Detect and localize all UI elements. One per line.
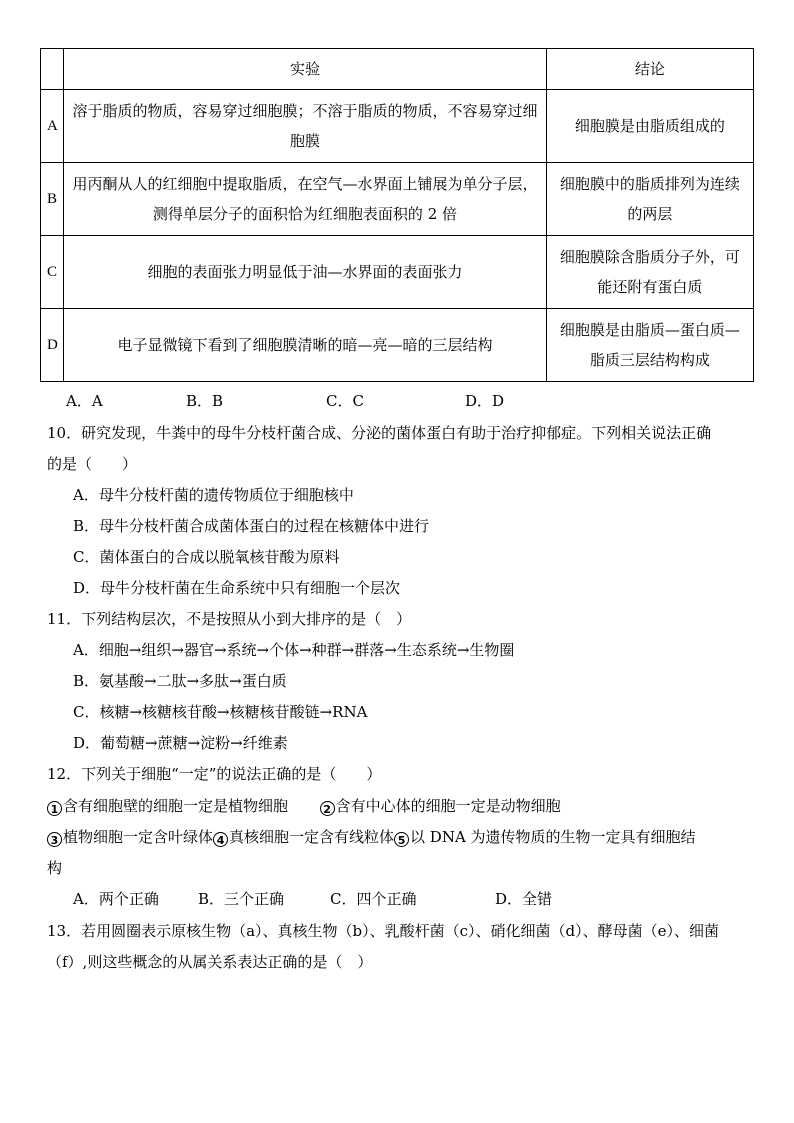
q11-option-d[interactable]: D．葡萄糖→蔗糖→淀粉→纤维素 <box>73 734 288 752</box>
circled-number-3: 3 <box>47 832 62 847</box>
q12-option-d[interactable]: D．全错 <box>495 890 553 908</box>
row-label: B <box>41 163 64 236</box>
q12-statement-5: 以 DNA 为遗传物质的生物一定具有细胞结 <box>410 828 696 846</box>
row-conclusion: 细胞膜除含脂质分子外，可能还附有蛋白质 <box>546 236 753 309</box>
table-corner-cell <box>41 49 64 90</box>
table-row <box>41 90 754 163</box>
experiment-table <box>40 48 754 382</box>
row-experiment: 电子显微镜下看到了细胞膜清晰的暗—亮—暗的三层结构 <box>64 309 547 382</box>
q12-statement-3: 植物细胞一定含叶绿体 <box>63 828 214 846</box>
q12-statement-2: 含有中心体的细胞一定是动物细胞 <box>335 797 561 815</box>
q10-option-b[interactable]: B．母牛分枝杆菌合成菌体蛋白的过程在核糖体中进行 <box>73 517 430 535</box>
table-row <box>41 309 754 382</box>
q10-stem-line1: 10．研究发现，牛粪中的母牛分枝杆菌合成、分泌的菌体蛋白有助于治疗抑郁症。下列相关说法正确 <box>47 424 712 442</box>
row-conclusion: 细胞膜是由脂质组成的 <box>546 90 753 163</box>
q9-option-a[interactable]: A．A <box>66 392 103 410</box>
q10-option-a[interactable]: A．母牛分枝杆菌的遗传物质位于细胞核中 <box>73 486 354 504</box>
q12-statement-1: 含有细胞壁的细胞一定是植物细胞 <box>63 797 289 815</box>
table-row <box>41 236 754 309</box>
q11-stem: 11．下列结构层次，不是按照从小到大排序的是（ ） <box>47 610 412 628</box>
q10-option-d[interactable]: D．母牛分枝杆菌在生命系统中只有细胞一个层次 <box>73 579 401 597</box>
q13-stem-line1: 13．若用圆圈表示原核生物（a）、真核生物（b）、乳酸杆菌（c）、硝化细菌（d）、酵母菌（e）、细菌 <box>47 922 720 940</box>
row-label: D <box>41 309 64 382</box>
header-experiment: 实验 <box>64 49 547 90</box>
q9-option-b[interactable]: B．B <box>186 392 224 410</box>
row-label: A <box>41 90 64 163</box>
q10-stem-line2: 的是（ ） <box>47 455 138 473</box>
table-row <box>41 163 754 236</box>
q12-statements-line2 <box>47 827 794 847</box>
q12-option-a[interactable]: A．两个正确 <box>73 890 159 908</box>
row-experiment: 溶于脂质的物质，容易穿过细胞膜；不溶于脂质的物质，不容易穿过细胞膜 <box>64 90 547 163</box>
row-conclusion: 细胞膜中的脂质排列为连续的两层 <box>546 163 753 236</box>
table-header-row <box>41 49 754 90</box>
row-label: C <box>41 236 64 309</box>
header-conclusion: 结论 <box>546 49 753 90</box>
q12-stem: 12．下列关于细胞“一定”的说法正确的是（ ） <box>47 765 382 783</box>
row-conclusion: 细胞膜是由脂质—蛋白质—脂质三层结构构成 <box>546 309 753 382</box>
q10-option-c[interactable]: C．菌体蛋白的合成以脱氧核苷酸为原料 <box>73 548 340 566</box>
circled-number-4: 4 <box>213 832 228 847</box>
q9-option-c[interactable]: C．C <box>326 392 364 410</box>
q11-option-a[interactable]: A．细胞→组织→器官→系统→个体→种群→群落→生态系统→生物圈 <box>73 641 515 659</box>
q13-stem-line2: （f）,则这些概念的从属关系表达正确的是（ ） <box>47 953 373 971</box>
q12-option-b[interactable]: B．三个正确 <box>198 890 285 908</box>
row-experiment: 用丙酮从人的红细胞中提取脂质，在空气—水界面上铺展为单分子层，测得单层分子的面积恰为红细胞表面积的 2 倍 <box>64 163 547 236</box>
q12-statement-4: 真核细胞一定含有线粒体 <box>229 828 395 846</box>
q11-option-c[interactable]: C．核糖→核糖核苷酸→核糖核苷酸链→RNA <box>73 703 368 721</box>
circled-number-2: 2 <box>320 801 335 816</box>
row-experiment: 细胞的表面张力明显低于油—水界面的表面张力 <box>64 236 547 309</box>
q12-statements-line1 <box>47 796 794 816</box>
circled-number-5: 5 <box>394 832 409 847</box>
q12-statement-5-cont: 构 <box>47 859 63 877</box>
circled-number-1: 1 <box>47 801 62 816</box>
q11-option-b[interactable]: B．氨基酸→二肽→多肽→蛋白质 <box>73 672 287 690</box>
q9-option-d[interactable]: D．D <box>465 392 505 410</box>
q12-option-c[interactable]: C．四个正确 <box>330 890 417 908</box>
